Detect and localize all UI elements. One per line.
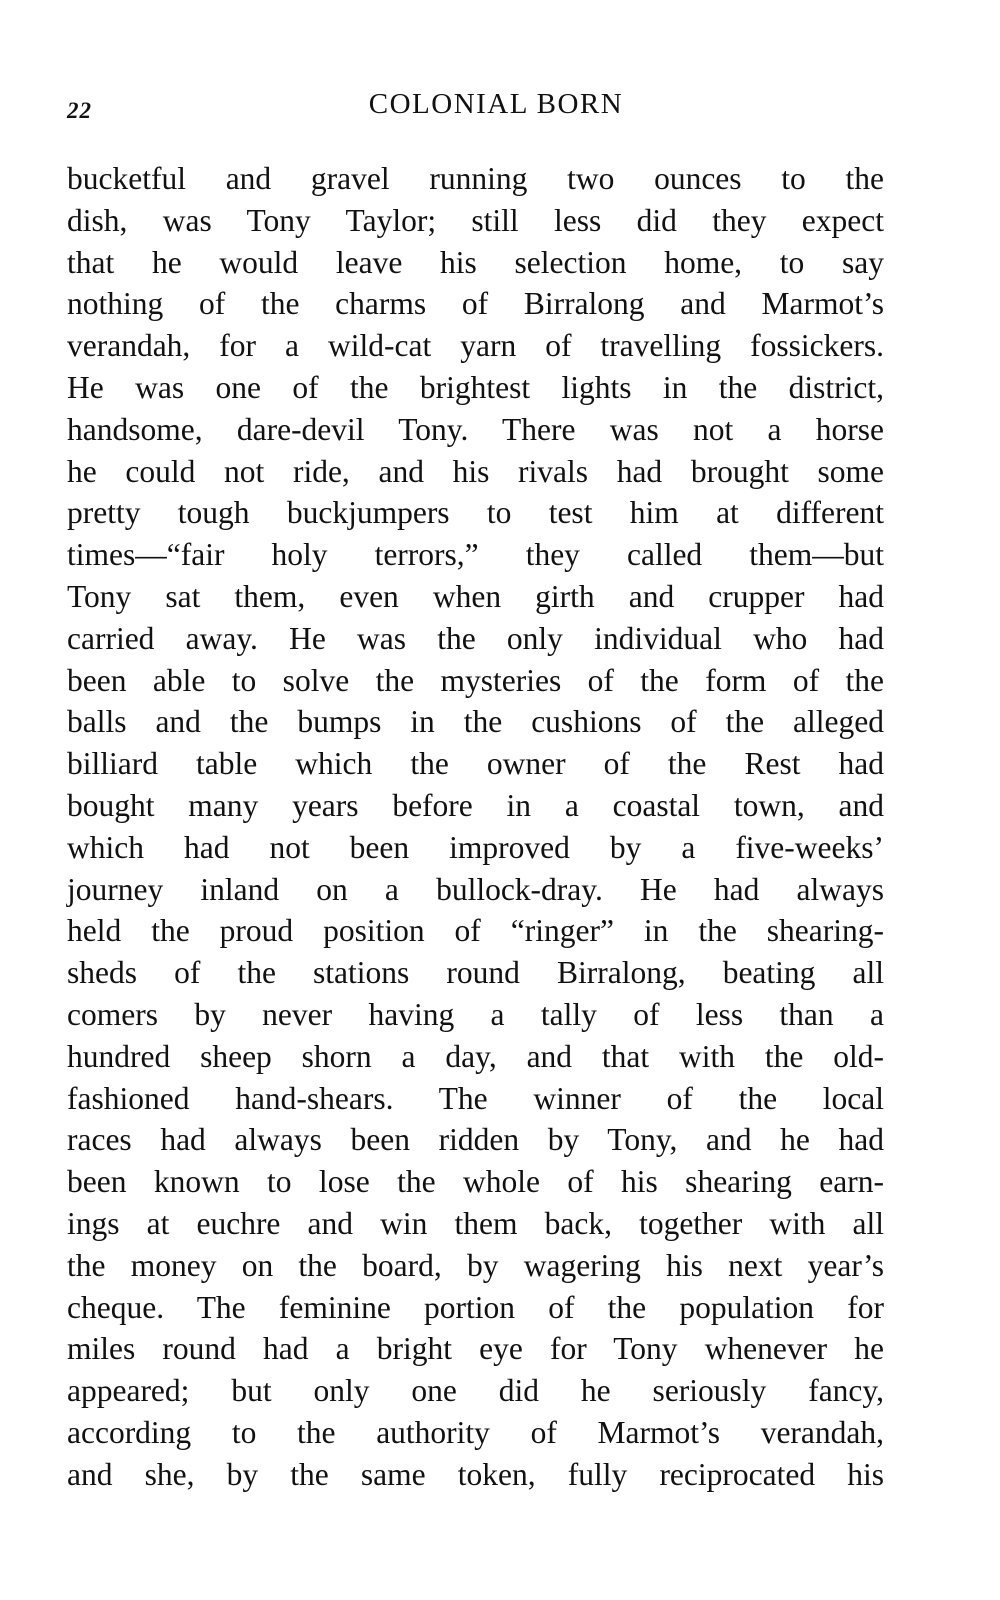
text-line: and she, by the same token, fully reciprocated his: [67, 1456, 884, 1492]
text-line: fashioned hand-shears. The winner of the local: [67, 1080, 884, 1116]
text-line: cheque. The feminine portion of the population for: [67, 1289, 884, 1325]
text-line: been able to solve the mysteries of the form of the: [67, 662, 884, 698]
text-line: nothing of the charms of Birralong and Marmot’s: [67, 286, 884, 322]
text-line: verandah, for a wild-cat yarn of travelling fossickers.: [67, 328, 884, 364]
text-line: billiard table which the owner of the Rest had: [67, 746, 884, 782]
text-line: dish, was Tony Taylor; still less did they expect: [67, 202, 884, 238]
body-text: [67, 158, 884, 1496]
text-line: comers by never having a tally of less than a: [67, 996, 884, 1032]
running-title: COLONIAL BORN: [368, 88, 624, 120]
text-line: been known to lose the whole of his shearing earn-: [67, 1164, 884, 1200]
text-line: ings at euchre and win them back, together with all: [67, 1205, 884, 1241]
text-line: journey inland on a bullock-dray. He had always: [67, 871, 884, 907]
text-line: times—“fair holy terrors,” they called them—but: [67, 537, 884, 573]
text-line: that he would leave his selection home, to say: [67, 244, 884, 280]
text-line: balls and the bumps in the cushions of the alleged: [67, 704, 884, 740]
text-line: which had not been improved by a five-weeks’: [67, 829, 884, 865]
text-line: held the proud position of “ringer” in the shearing-: [67, 913, 884, 949]
text-line: miles round had a bright eye for Tony whenever he: [67, 1331, 884, 1367]
text-line: carried away. He was the only individual who had: [67, 620, 884, 656]
text-line: bought many years before in a coastal town, and: [67, 787, 884, 823]
text-line: sheds of the stations round Birralong, beating all: [67, 955, 884, 991]
text-line: according to the authority of Marmot’s verandah,: [67, 1414, 884, 1450]
text-line: Tony sat them, even when girth and crupper had: [67, 578, 884, 614]
page-header: [67, 88, 925, 132]
text-line: He was one of the brightest lights in the district,: [67, 369, 884, 405]
text-line: hundred sheep shorn a day, and that with the old-: [67, 1038, 884, 1074]
text-line: pretty tough buckjumpers to test him at different: [67, 495, 884, 531]
text-line: appeared; but only one did he seriously fancy,: [67, 1373, 884, 1409]
text-line: bucketful and gravel running two ounces to the: [67, 161, 884, 196]
text-line: handsome, dare-devil Tony. There was not a horse: [67, 411, 884, 447]
page-number: 22: [67, 98, 92, 123]
text-line: the money on the board, by wagering his next year’s: [67, 1247, 884, 1283]
text-line: races had always been ridden by Tony, and he had: [67, 1122, 884, 1158]
text-line: he could not ride, and his rivals had brought some: [67, 453, 884, 489]
